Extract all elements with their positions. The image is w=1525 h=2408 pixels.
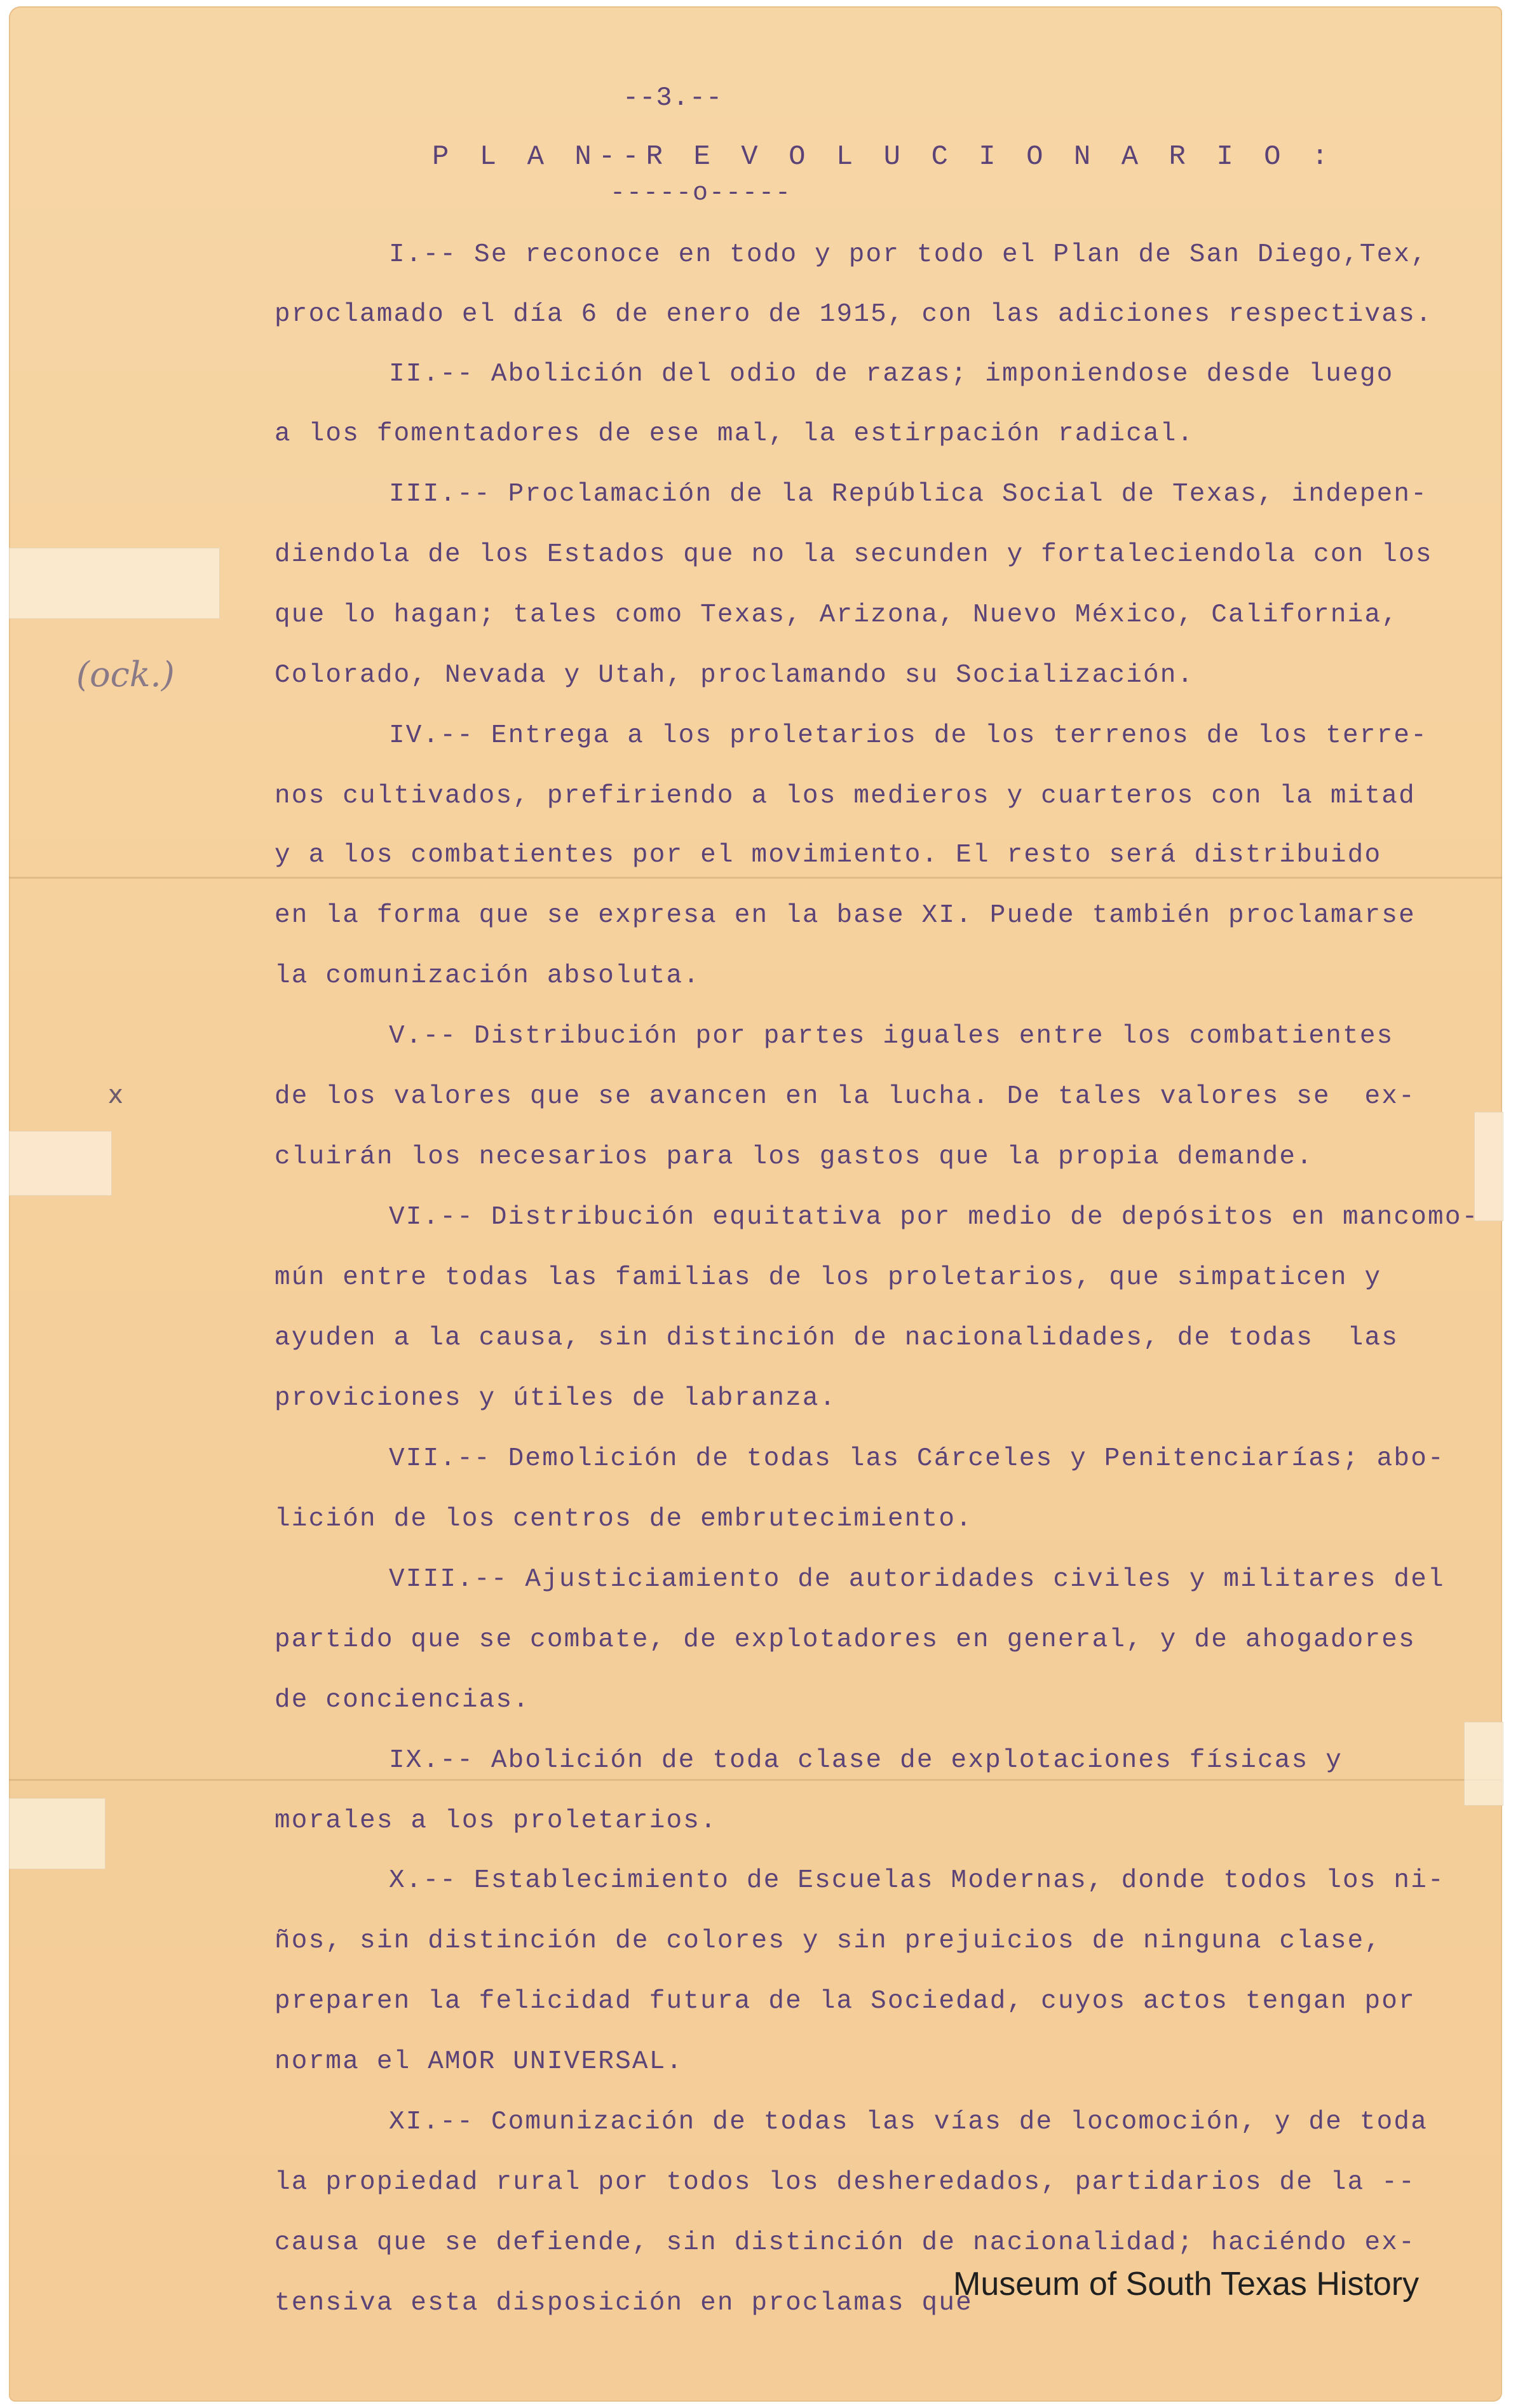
text-line: XI.-- Comunización de todas las vías de locomoción, y de toda bbox=[389, 2107, 1428, 2137]
text-line: V.-- Distribución por partes iguales entre los combatientes bbox=[389, 1022, 1394, 1051]
page-number: --3.-- bbox=[623, 83, 723, 113]
text-line: nos cultivados, prefiriendo a los medieros y cuarteros con la mitad bbox=[274, 781, 1416, 811]
text-line: lición de los centros de embrutecimiento. bbox=[274, 1505, 973, 1534]
document-title: P L A N--R E V O L U C I O N A R I O : bbox=[432, 141, 1336, 173]
fold-line bbox=[9, 877, 1502, 879]
text-line: partido que se combate, de explotadores en general, y de ahogadores bbox=[274, 1625, 1416, 1654]
text-line: la propiedad rural por todos los desheredados, partidarios de la -- bbox=[274, 2168, 1416, 2197]
text-line: preparen la felicidad futura de la Sociedad, cuyos actos tengan por bbox=[274, 1987, 1416, 2016]
text-line: proclamado el día 6 de enero de 1915, con las adiciones respectivas. bbox=[274, 300, 1433, 329]
tape-strip bbox=[9, 548, 220, 619]
text-line: II.-- Abolición del odio de razas; imponiendose desde luego bbox=[389, 360, 1394, 389]
handwritten-margin-note: (ock.) bbox=[76, 654, 175, 694]
text-line: proviciones y útiles de labranza. bbox=[274, 1384, 837, 1413]
tape-strip bbox=[1464, 1722, 1503, 1806]
text-line: cluirán los necesarios para los gastos que la propia demande. bbox=[274, 1142, 1314, 1172]
text-line: tensiva esta disposición en proclamas que bbox=[274, 2289, 973, 2318]
text-line: de conciencias. bbox=[274, 1686, 531, 1715]
text-line: y a los combatientes por el movimiento. El resto será distribuido bbox=[274, 841, 1382, 870]
margin-mark: x bbox=[108, 1080, 123, 1109]
text-line: a los fomentadores de ese mal, la estirpación radical. bbox=[274, 419, 1195, 449]
text-line: ños, sin distinción de colores y sin prejuicios de ninguna clase, bbox=[274, 1926, 1382, 1956]
watermark-text: Museum of South Texas History bbox=[953, 2266, 1420, 2303]
tape-strip bbox=[9, 1131, 112, 1196]
text-line: la comunización absoluta. bbox=[274, 961, 701, 991]
text-line: morales a los proletarios. bbox=[274, 1806, 717, 1836]
fold-line bbox=[9, 1779, 1502, 1781]
text-line: IX.-- Abolición de toda clase de explotaciones físicas y bbox=[389, 1746, 1360, 1775]
text-line: Colorado, Nevada y Utah, proclamando su Socialización. bbox=[274, 661, 1195, 690]
text-line: III.-- Proclamación de la República Social de Texas, indepen- bbox=[389, 480, 1428, 509]
text-line: mún entre todas las familias de los proletarios, que simpaticen y bbox=[274, 1263, 1382, 1292]
text-line: VII.-- Demolición de todas las Cárceles y Penitenciarías; abo- bbox=[389, 1444, 1445, 1473]
text-line: ayuden a la causa, sin distinción de nacionalidades, de todas las bbox=[274, 1323, 1399, 1353]
text-line: VIII.-- Ajusticiamiento de autoridades civiles y militares del bbox=[389, 1565, 1445, 1594]
text-line: IV.-- Entrega a los proletarios de los terrenos de los terre- bbox=[389, 721, 1428, 750]
text-line: causa que se defiende, sin distinción de nacionalidad; haciéndo ex- bbox=[274, 2228, 1416, 2257]
text-line: X.-- Establecimiento de Escuelas Modernas, donde todos los ni- bbox=[389, 1866, 1445, 1895]
text-line: diendola de los Estados que no la secunden y fortaleciendola con los bbox=[274, 540, 1433, 569]
text-line: I.-- Se reconoce en todo y por todo el Plan de San Diego,Tex, bbox=[389, 240, 1428, 269]
text-line: que lo hagan; tales como Texas, Arizona, Nuevo México, California, bbox=[274, 600, 1399, 630]
tape-strip bbox=[9, 1798, 105, 1869]
text-line: norma el AMOR UNIVERSAL. bbox=[274, 2047, 684, 2076]
title-ornament: -----o----- bbox=[610, 179, 792, 208]
text-line: VI.-- Distribución equitativa por medio de depósitos en mancomo- bbox=[389, 1203, 1479, 1232]
text-line: en la forma que se expresa en la base XI. Puede también proclamarse bbox=[274, 901, 1416, 930]
text-line: de los valores que se avancen en la lucha. De tales valores se ex- bbox=[274, 1082, 1416, 1111]
